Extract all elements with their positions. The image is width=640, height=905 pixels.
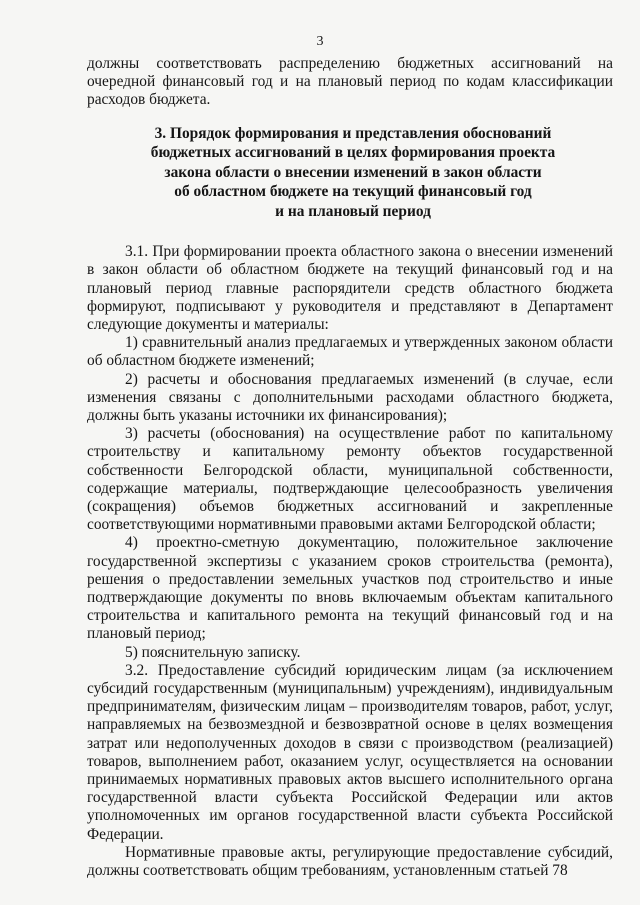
paragraph-3-1: 3.1. При формировании проекта областного закона о внесении изменений в закон области об областном бюджете на текущий финансовый год и на плановый период главные распорядители средств областного бюджета формируют, подписывают у руководителя и представляют в Департамент следующие документы и материалы: — [87, 243, 613, 333]
intro-paragraph: должны соответствовать распределению бюджетных ассигнований на очередной финансовый год и на плановый период по кодам классификации расходов бюджета. — [87, 55, 613, 109]
list-item-5: 5) пояснительную записку. — [125, 643, 301, 661]
section-heading-line: и на плановый период — [275, 202, 431, 220]
section-heading-line: закона области о внесении изменений в закон области — [164, 163, 542, 181]
page-number: 3 — [316, 34, 324, 49]
paragraph-3-2: 3.2. Предоставление субсидий юридическим лицам (за исключением субсидий государственным (муниципальным) учреждениям), индивидуальным предпринимателям, физическим лицам – производителям товаров, работ, услуг, направляемых на безвозмездной и безвозвратной основе в целях возмещения затрат или недополученных доходов в связи с производством (реализацией) товаров, выполнением работ, оказанием услуг, осуществляется на основании принимаемых нормативных правовых актов высшего исполнительного органа государственной власти субъекта Российской Федерации или актов уполномоченных им органов государственной власти субъекта Российской Федерации. — [87, 661, 613, 843]
section-heading-line: бюджетных ассигнований в целях формирования проекта — [150, 144, 556, 162]
section-heading — [87, 124, 613, 222]
section-heading-line: об областном бюджете на текущий финансовый год — [174, 183, 532, 201]
list-item-1: 1) сравнительный анализ предлагаемых и утвержденных законом области об областном бюджете изменений; — [87, 334, 613, 370]
list-item-4: 4) проектно-сметную документацию, положительное заключение государственной экспертизы с указанием сроков строительства (ремонта), решения о предоставлении земельных участков под строительство и иные подтверждающие документы по вновь включаемым объектам капитального строительства и капитального ремонта на текущий финансовый год и на плановый период; — [87, 534, 613, 643]
list-item-2: 2) расчеты и обоснования предлагаемых изменений (в случае, если изменения связаны с дополнительными расходами областного бюджета, должны быть указаны источники их финансирования); — [87, 370, 613, 424]
list-item-3: 3) расчеты (обоснования) на осуществление работ по капитальному строительству и капитальному ремонту объектов государственной собственности Белгородской области, муниципальной собственности, содержащие материалы, подтверждающие целесообразность увеличения (сокращения) объемов бюджетных ассигнований и закрепленные соответствующими нормативными правовыми актами Белгородской области; — [87, 425, 613, 534]
section-heading-line: 3. Порядок формирования и представления обоснований — [154, 124, 552, 142]
document-body — [87, 55, 613, 880]
paragraph-normative-acts: Нормативные правовые акты, регулирующие предоставление субсидий, должны соответствовать общим требованиям, установленным статьей 78 — [87, 843, 613, 880]
